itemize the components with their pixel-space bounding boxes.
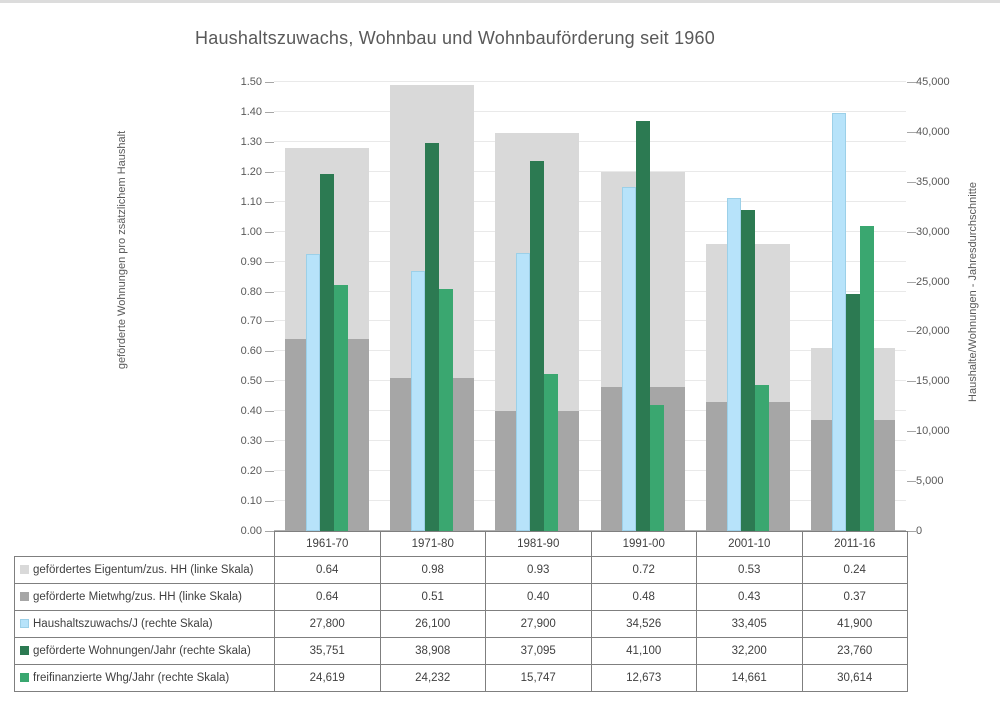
- left-axis-tick-label: 0.20: [240, 465, 262, 478]
- legend-label: gefördertes Eigentum/zus. HH (linke Skala): [33, 564, 254, 576]
- left-axis-tick: [265, 112, 274, 113]
- left-axis-tick-label: 0.00: [240, 525, 262, 537]
- grid-line: [274, 320, 906, 321]
- category-header-cell: 2001-10: [697, 532, 803, 557]
- value-cell: 38,908: [380, 638, 486, 665]
- right-axis-tick-label: 30,000: [916, 225, 950, 238]
- right-axis-tick: [907, 381, 916, 382]
- left-axis-tick: [265, 142, 274, 143]
- right-axis-tick-label: 10,000: [916, 425, 950, 438]
- value-cell: 41,900: [802, 611, 908, 638]
- value-cell: 0.24: [802, 557, 908, 584]
- grid-line: [274, 201, 906, 202]
- left-axis-tick: [265, 172, 274, 173]
- left-axis-tick: [265, 321, 274, 322]
- left-axis-tick: [265, 202, 274, 203]
- left-axis-tick-label: 0.80: [240, 285, 262, 298]
- bar-narrow-2: [755, 385, 769, 531]
- table-row: [15, 557, 908, 584]
- left-axis-tick-label: 1.50: [240, 76, 262, 88]
- legend-cell: [15, 665, 275, 692]
- value-cell: 24,232: [380, 665, 486, 692]
- right-axis-tick: [907, 132, 916, 133]
- grid-line: [274, 141, 906, 142]
- value-cell: 15,747: [486, 665, 592, 692]
- left-axis-tick-label: 0.10: [240, 495, 262, 508]
- bar-narrow-0: [727, 198, 741, 531]
- bar-narrow-0: [306, 254, 320, 531]
- left-axis-tick-label: 0.60: [240, 345, 262, 358]
- right-axis-tick-label: 20,000: [916, 325, 950, 338]
- left-axis-tick: [265, 232, 274, 233]
- grid-line: [274, 111, 906, 112]
- left-axis-tick-label: 0.40: [240, 405, 262, 418]
- bar-narrow-2: [860, 226, 874, 531]
- right-axis-tick: [907, 481, 916, 482]
- table-header-row: [15, 532, 908, 557]
- left-axis-tick: [265, 411, 274, 412]
- value-cell: 0.98: [380, 557, 486, 584]
- right-axis-tick-label: 40,000: [916, 125, 950, 138]
- right-axis-tick-label: 25,000: [916, 275, 950, 288]
- right-axis-title: Haushalte/Wohnungen - Jahresdurchschnitte: [967, 182, 979, 402]
- value-cell: 32,200: [697, 638, 803, 665]
- table-row: [15, 611, 908, 638]
- right-axis-tick: [907, 232, 916, 233]
- left-axis-tick-label: 0.70: [240, 315, 262, 328]
- right-axis-tick: [907, 182, 916, 183]
- legend-swatch-icon: [20, 565, 29, 574]
- table-row: [15, 638, 908, 665]
- value-cell: 0.37: [802, 584, 908, 611]
- legend-label: freifinanzierte Whg/Jahr (rechte Skala): [33, 672, 230, 684]
- category-header-cell: 2011-16: [802, 532, 908, 557]
- legend-swatch-icon: [20, 646, 29, 655]
- value-cell: 41,100: [591, 638, 697, 665]
- bar-narrow-0: [832, 113, 846, 531]
- right-axis-tick-label: 45,000: [916, 76, 950, 88]
- legend-cell: [15, 638, 275, 665]
- bar-narrow-0: [516, 253, 530, 531]
- category-header-cell: 1991-00: [591, 532, 697, 557]
- bar-narrow-1: [636, 121, 650, 531]
- value-cell: 26,100: [380, 611, 486, 638]
- grid-line: [274, 171, 906, 172]
- right-axis-tick-label: 0: [916, 525, 923, 537]
- chart-title: Haushaltszuwachs, Wohnbau und Wohnbauförderung seit 1960: [195, 28, 715, 48]
- bar-narrow-2: [544, 374, 558, 531]
- bar-narrow-2: [334, 285, 348, 531]
- bar-narrow-1: [320, 174, 334, 531]
- value-cell: 0.93: [486, 557, 592, 584]
- window-top-strip: [0, 0, 1000, 3]
- value-cell: 23,760: [802, 638, 908, 665]
- grid-line: [274, 291, 906, 292]
- value-cell: 30,614: [802, 665, 908, 692]
- value-cell: 37,095: [486, 638, 592, 665]
- grid-line: [274, 81, 906, 82]
- category-header-cell: 1981-90: [486, 532, 592, 557]
- left-axis-tick-label: 1.10: [240, 195, 262, 208]
- value-cell: 0.53: [697, 557, 803, 584]
- legend-swatch-icon: [20, 673, 29, 682]
- table-row: [15, 584, 908, 611]
- legend-cell: [15, 557, 275, 584]
- left-axis-tick: [265, 292, 274, 293]
- left-axis-title: geförderte Wohnungen pro zsätzlichem Haushalt: [116, 130, 128, 370]
- value-cell: 35,751: [275, 638, 381, 665]
- bar-narrow-1: [846, 294, 860, 531]
- left-axis-tick-label: 1.30: [240, 135, 262, 148]
- value-cell: 0.64: [275, 557, 381, 584]
- grid-line: [274, 261, 906, 262]
- value-cell: 12,673: [591, 665, 697, 692]
- right-axis-tick-label: 5,000: [916, 475, 944, 488]
- value-cell: 0.64: [275, 584, 381, 611]
- legend-cell: [15, 584, 275, 611]
- right-axis-tick: [907, 282, 916, 283]
- left-axis-tick-label: 0.50: [240, 375, 262, 388]
- right-axis-tick: [907, 431, 916, 432]
- category-header-cell: 1971-80: [380, 532, 486, 557]
- right-axis-tick-label: 15,000: [916, 375, 950, 388]
- table-row: [15, 665, 908, 692]
- value-cell: 0.72: [591, 557, 697, 584]
- right-axis-tick: [907, 531, 916, 532]
- left-axis-tick-label: 1.00: [240, 225, 262, 238]
- left-axis-tick-label: 1.20: [240, 165, 262, 178]
- value-cell: 0.51: [380, 584, 486, 611]
- left-axis-tick: [265, 471, 274, 472]
- left-axis-tick: [265, 381, 274, 382]
- value-cell: 27,900: [486, 611, 592, 638]
- grid-line: [274, 231, 906, 232]
- legend-label: geförderte Mietwhg/zus. HH (linke Skala): [33, 591, 242, 603]
- left-axis-tick-label: 0.30: [240, 435, 262, 448]
- legend-cell: [15, 611, 275, 638]
- bar-narrow-2: [650, 405, 664, 531]
- left-axis-tick-label: 1.40: [240, 105, 262, 118]
- legend-swatch-icon: [20, 619, 29, 628]
- legend-label: Haushaltszuwachs/J (rechte Skala): [33, 618, 213, 630]
- bar-narrow-2: [439, 289, 453, 531]
- bar-narrow-0: [622, 187, 636, 531]
- left-axis-tick: [265, 441, 274, 442]
- bar-narrow-1: [530, 161, 544, 531]
- left-axis-tick: [265, 501, 274, 502]
- value-cell: 27,800: [275, 611, 381, 638]
- value-cell: 33,405: [697, 611, 803, 638]
- legend-label: geförderte Wohnungen/Jahr (rechte Skala): [33, 645, 251, 657]
- legend-swatch-icon: [20, 592, 29, 601]
- bar-narrow-0: [411, 271, 425, 531]
- plot-area: [274, 82, 906, 531]
- bar-narrow-1: [425, 143, 439, 531]
- right-axis-tick: [907, 331, 916, 332]
- left-axis-tick-label: 0.90: [240, 255, 262, 268]
- data-table: [14, 531, 908, 692]
- value-cell: 0.43: [697, 584, 803, 611]
- category-header-cell: 1961-70: [275, 532, 381, 557]
- left-axis-tick: [265, 262, 274, 263]
- table-corner-cell: [15, 532, 275, 557]
- value-cell: 0.48: [591, 584, 697, 611]
- right-axis-tick: [907, 82, 916, 83]
- value-cell: 24,619: [275, 665, 381, 692]
- right-axis-tick-label: 35,000: [916, 175, 950, 188]
- value-cell: 14,661: [697, 665, 803, 692]
- value-cell: 34,526: [591, 611, 697, 638]
- left-axis-tick: [265, 351, 274, 352]
- bar-narrow-1: [741, 210, 755, 531]
- left-axis-tick: [265, 82, 274, 83]
- value-cell: 0.40: [486, 584, 592, 611]
